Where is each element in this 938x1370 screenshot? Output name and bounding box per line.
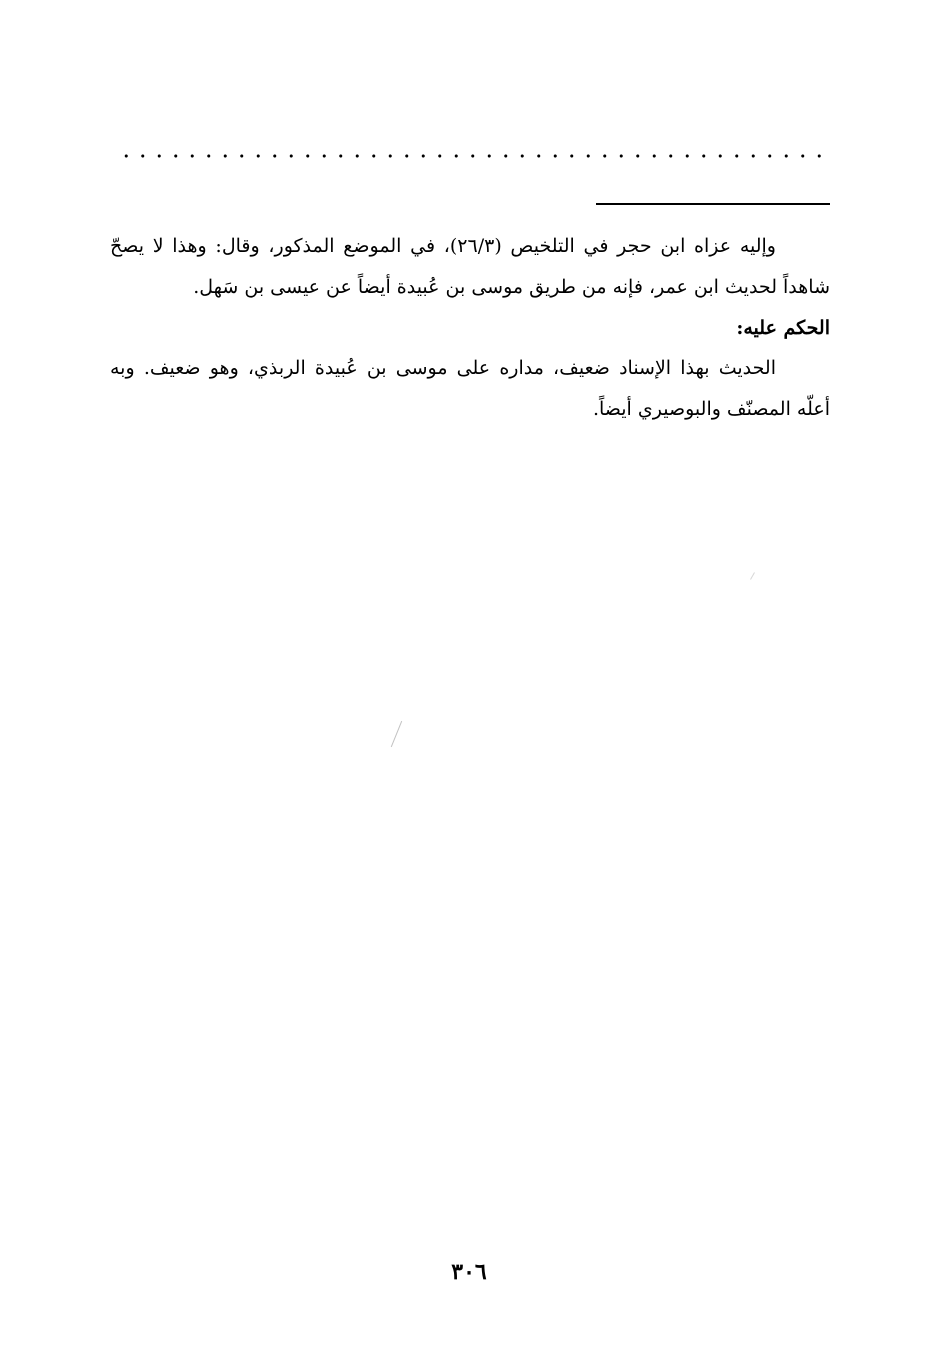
footnote-rule <box>596 203 830 205</box>
ruling-heading: الحكم عليه: <box>736 317 830 339</box>
dotted-separator <box>118 153 830 159</box>
page-number: ٣٠٦ <box>451 1259 487 1285</box>
scan-artifact <box>750 572 755 579</box>
footnote-paragraph-2: الحديث بهذا الإسناد ضعيف، مداره على موسى بن عُبيدة الربذي، وهو ضعيف. وبه أعلّه المصنّف والبوصيري أيضاً. <box>110 357 830 420</box>
footnote-text <box>110 226 830 430</box>
scan-artifact <box>391 721 402 747</box>
footnote-paragraph-1: وإليه عزاه ابن حجر في التلخيص (٢٦/٣)، في الموضع المذكور، وقال: وهذا لا يصحّ شاهداً لحديث ابن عمر، فإنه من طريق موسى بن عُبيدة أيضاً عن عيسى بن سَهل. <box>110 235 830 298</box>
